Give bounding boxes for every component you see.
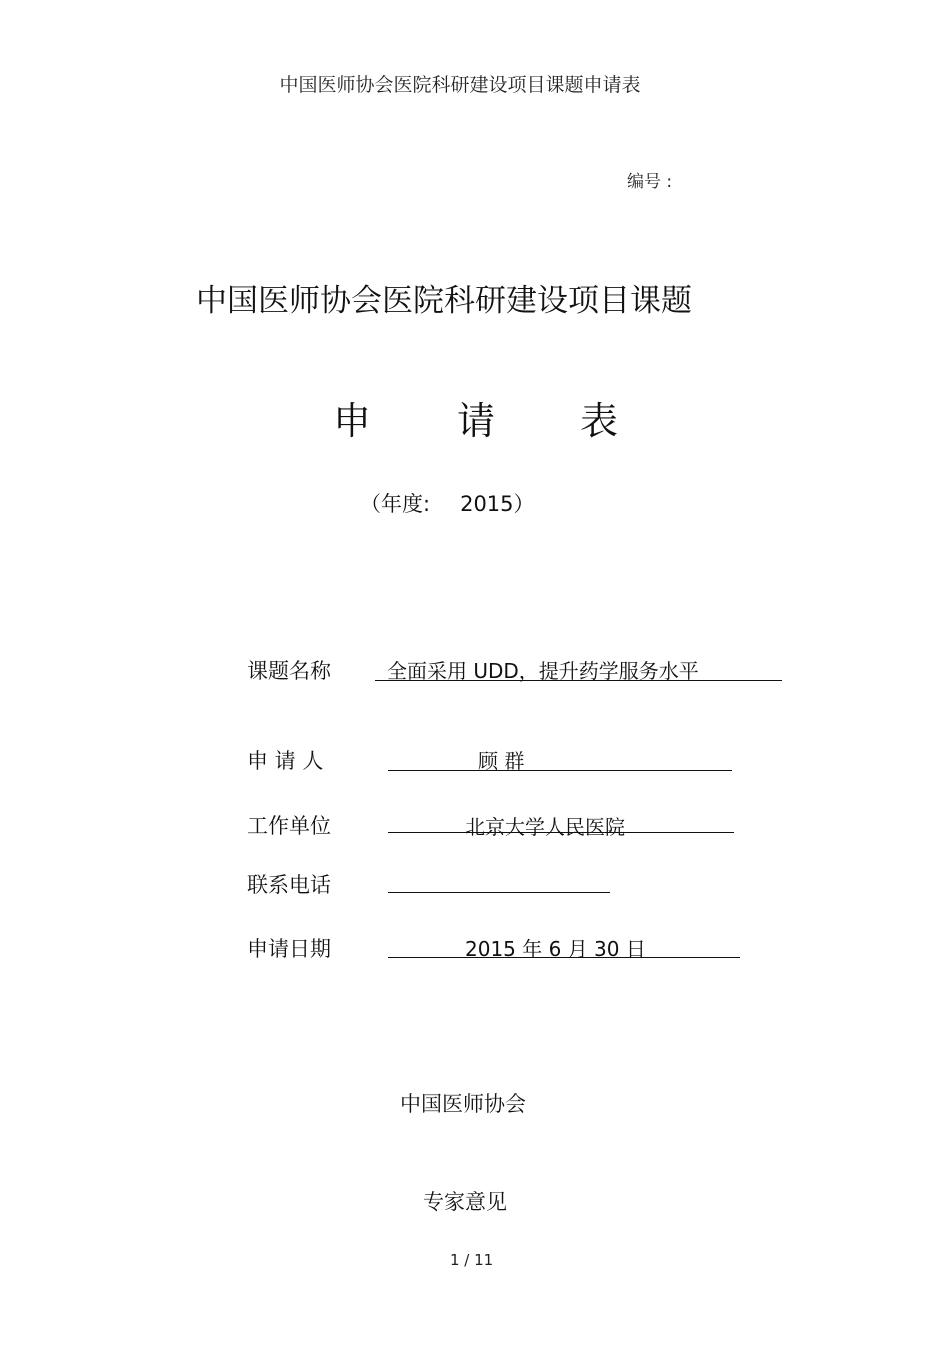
applicant-label: 申 请 人 xyxy=(247,749,324,773)
running-header: 中国医师协会医院科研建设项目课题申请表 xyxy=(279,74,641,96)
year-value: 2015） xyxy=(460,492,535,516)
year-label: （年度: xyxy=(360,492,431,516)
phone-label: 联系电话 xyxy=(247,873,331,897)
page-number: 1 / 11 xyxy=(450,1251,494,1269)
work-unit-label: 工作单位 xyxy=(247,814,331,838)
applicant-underline xyxy=(388,770,732,771)
application-date-label: 申请日期 xyxy=(247,937,331,961)
year-line xyxy=(360,488,535,518)
main-title: 中国医师协会医院科研建设项目课题 xyxy=(196,283,692,319)
form-title-char-2: 请 xyxy=(457,399,496,443)
applicant-value: 顾 群 xyxy=(478,749,525,773)
application-date-value: 2015 年 6 月 30 日 xyxy=(465,937,646,961)
phone-underline xyxy=(388,892,610,893)
organization-name: 中国医师协会 xyxy=(400,1092,526,1116)
application-date-underline xyxy=(388,957,740,958)
form-title-char-3: 表 xyxy=(580,399,619,443)
work-unit-underline xyxy=(388,832,734,833)
serial-number-label: 编号 : xyxy=(627,172,673,192)
project-name-value: 全面采用 UDD，提升药学服务水平 xyxy=(387,659,699,683)
work-unit-value: 北京大学人民医院 xyxy=(465,815,625,839)
expert-opinion-heading: 专家意见 xyxy=(423,1190,507,1214)
project-name-underline xyxy=(375,680,782,681)
project-name-label: 课题名称 xyxy=(247,659,331,683)
form-title-char-1: 申 xyxy=(333,399,372,443)
